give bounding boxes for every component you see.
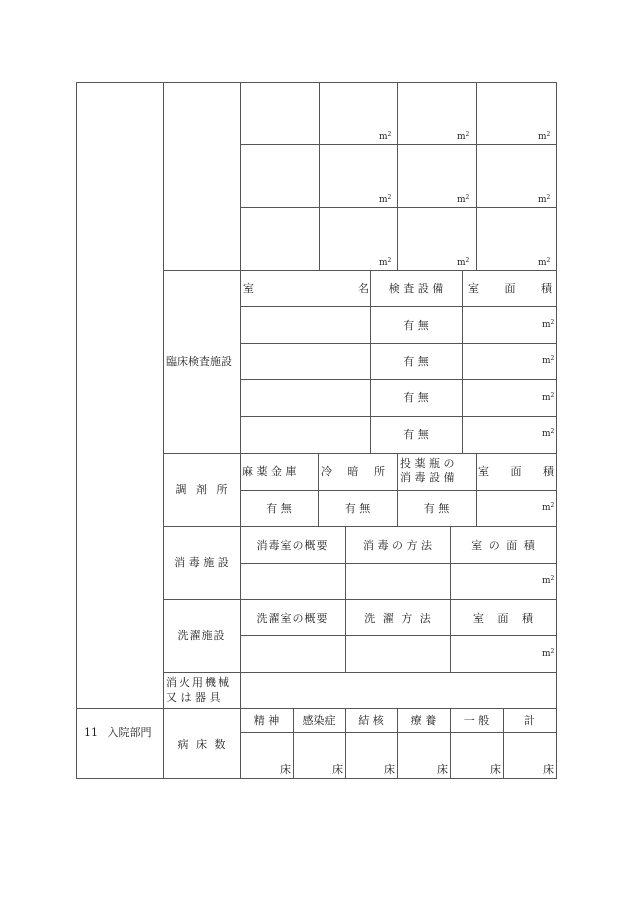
area-unit: $m^2$ — [457, 194, 470, 205]
bed-category-total: 計 — [524, 714, 535, 727]
bed-unit: 床 — [332, 763, 343, 776]
col-narcotics-safe: 麻 薬 金 庫 — [242, 465, 297, 478]
col-lab-equipment: 検 査 設 備 — [388, 282, 444, 295]
vial-disinfection-presence: 有 無 — [423, 502, 450, 515]
bed-category-long-term-care: 療 養 — [410, 714, 437, 727]
col-vial-disinfection-1: 投 薬 瓶 の — [400, 457, 455, 470]
lab-equipment-presence: 有 無 — [403, 355, 429, 368]
area-unit: $m^2$ — [542, 575, 555, 586]
area-unit: $m^2$ — [457, 257, 470, 268]
bed-unit: 床 — [490, 763, 501, 776]
col-room-area: 室 面 積 — [478, 465, 554, 478]
area-unit: $m^2$ — [538, 194, 551, 205]
area-unit: $m^2$ — [542, 392, 555, 403]
col-laundry-method: 洗 濯 方 法 — [364, 612, 431, 625]
col-vial-disinfection-2: 消 毒 設 備 — [400, 471, 455, 484]
dispensary-title: 調 剤 所 — [175, 483, 228, 496]
area-unit: $m^2$ — [538, 257, 551, 268]
bed-unit: 床 — [437, 763, 448, 776]
bed-count-label: 病 床 数 — [177, 738, 226, 751]
disinfection-title: 消 毒 施 設 — [174, 556, 229, 569]
lab-equipment-presence: 有 無 — [403, 391, 429, 404]
bed-unit: 床 — [280, 763, 291, 776]
col-laundry-overview: 洗濯室の概要 — [256, 612, 329, 625]
bed-category-psychiatric: 精 神 — [253, 714, 280, 727]
area-unit: $m^2$ — [457, 131, 470, 142]
dark-room-presence: 有 無 — [344, 502, 371, 515]
area-unit: $m^2$ — [542, 502, 555, 513]
area-unit: $m^2$ — [542, 355, 555, 366]
area-unit: $m^2$ — [379, 257, 392, 268]
fire-equipment-label-2: 又 は 器 具 — [166, 691, 221, 704]
col-room-name-b: 名 — [358, 282, 369, 295]
col-room-name-a: 室 — [243, 282, 254, 295]
bed-category-tuberculosis: 結 核 — [358, 714, 384, 727]
area-unit: $m^2$ — [379, 131, 392, 142]
area-unit: $m^2$ — [538, 131, 551, 142]
bed-unit: 床 — [384, 763, 395, 776]
area-unit: $m^2$ — [542, 319, 555, 330]
area-unit: $m^2$ — [542, 648, 555, 659]
col-room-area: 室 の 面 積 — [471, 539, 535, 552]
narcotics-safe-presence: 有 無 — [266, 502, 292, 515]
col-room-area: 室 面 積 — [473, 612, 533, 625]
laundry-title: 洗濯施設 — [177, 629, 226, 642]
area-unit: $m^2$ — [542, 428, 555, 439]
bed-category-infectious: 感染症 — [302, 714, 336, 727]
lab-equipment-presence: 有 無 — [403, 428, 429, 441]
col-disinfection-method: 消 毒 の 方 法 — [363, 539, 432, 552]
col-disinfection-overview: 消毒室の概要 — [256, 539, 329, 552]
fire-equipment-label-1: 消火用機械 — [166, 676, 231, 689]
inpatient-section-label: 11 入院部門 — [84, 726, 152, 739]
col-cool-dark-place: 冷 暗 所 — [321, 465, 385, 478]
bed-category-general: 一 般 — [463, 714, 490, 727]
lab-equipment-presence: 有 無 — [403, 319, 429, 332]
col-room-area: 室 面 積 — [468, 282, 552, 295]
bed-unit: 床 — [543, 763, 554, 776]
clinical-lab-title: 臨床検査施設 — [166, 355, 232, 368]
area-unit: $m^2$ — [379, 194, 392, 205]
